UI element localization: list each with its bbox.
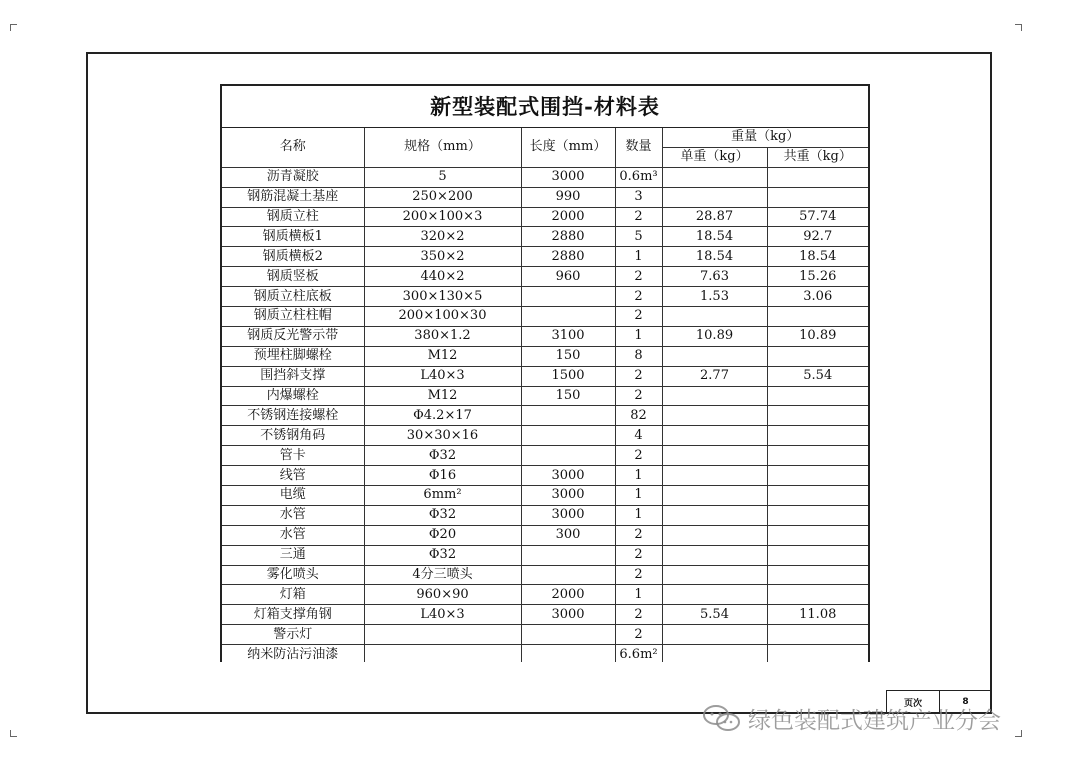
header-total-weight: 共重（kg） bbox=[767, 147, 868, 167]
material-table-sheet bbox=[220, 84, 870, 662]
cell-qty: 2 bbox=[615, 565, 662, 585]
cell-qty: 1 bbox=[615, 585, 662, 605]
table-row bbox=[222, 326, 868, 346]
table-row bbox=[222, 525, 868, 545]
cell-length: 3000 bbox=[521, 505, 615, 525]
cell-total bbox=[767, 625, 868, 645]
header-spec: 规格（mm） bbox=[364, 128, 521, 167]
cell-qty: 2 bbox=[615, 207, 662, 227]
cell-unit: 2.77 bbox=[662, 366, 767, 386]
header-qty: 数量 bbox=[615, 128, 662, 167]
cell-name: 三通 bbox=[222, 545, 364, 565]
cell-length bbox=[521, 545, 615, 565]
cell-qty: 2 bbox=[615, 605, 662, 625]
cell-qty: 2 bbox=[615, 307, 662, 327]
cell-name: 灯箱 bbox=[222, 585, 364, 605]
wechat-icon bbox=[700, 703, 744, 733]
cell-length: 3100 bbox=[521, 326, 615, 346]
cell-length: 300 bbox=[521, 525, 615, 545]
header-weight: 重量（kg） bbox=[662, 128, 868, 147]
page-label: 页次 bbox=[887, 691, 940, 713]
cell-qty: 1 bbox=[615, 486, 662, 506]
cell-unit: 7.63 bbox=[662, 267, 767, 287]
cell-name: 预埋柱脚螺栓 bbox=[222, 346, 364, 366]
cell-unit bbox=[662, 446, 767, 466]
cell-length: 2880 bbox=[521, 247, 615, 267]
cell-total bbox=[767, 386, 868, 406]
cell-total bbox=[767, 426, 868, 446]
cell-qty: 2 bbox=[615, 366, 662, 386]
table-row bbox=[222, 346, 868, 366]
cell-name: 钢质竖板 bbox=[222, 267, 364, 287]
cell-qty: 6.6m² bbox=[615, 645, 662, 662]
table-row bbox=[222, 585, 868, 605]
cell-spec: Φ20 bbox=[364, 525, 521, 545]
cell-total bbox=[767, 346, 868, 366]
cell-qty: 1 bbox=[615, 247, 662, 267]
cell-name: 钢质立柱 bbox=[222, 207, 364, 227]
material-table bbox=[222, 128, 868, 662]
cell-unit bbox=[662, 565, 767, 585]
cell-spec: 250×200 bbox=[364, 187, 521, 207]
table-row bbox=[222, 446, 868, 466]
cell-unit bbox=[662, 486, 767, 506]
cell-qty: 1 bbox=[615, 326, 662, 346]
cell-spec: 300×130×5 bbox=[364, 287, 521, 307]
cell-qty: 5 bbox=[615, 227, 662, 247]
cell-unit bbox=[662, 466, 767, 486]
cell-qty: 2 bbox=[615, 625, 662, 645]
cell-total bbox=[767, 446, 868, 466]
cell-name: 电缆 bbox=[222, 486, 364, 506]
crop-mark-bottom-left bbox=[10, 730, 17, 737]
header-name: 名称 bbox=[222, 128, 364, 167]
cell-unit bbox=[662, 406, 767, 426]
cell-qty: 3 bbox=[615, 187, 662, 207]
table-row bbox=[222, 366, 868, 386]
cell-total bbox=[767, 525, 868, 545]
cell-spec bbox=[364, 625, 521, 645]
cell-spec: 30×30×16 bbox=[364, 426, 521, 446]
cell-spec: L40×3 bbox=[364, 605, 521, 625]
cell-unit: 28.87 bbox=[662, 207, 767, 227]
cell-total: 10.89 bbox=[767, 326, 868, 346]
table-title: 新型装配式围挡-材料表 bbox=[222, 86, 868, 128]
table-row bbox=[222, 565, 868, 585]
table-row bbox=[222, 207, 868, 227]
cell-qty: 82 bbox=[615, 406, 662, 426]
cell-unit: 10.89 bbox=[662, 326, 767, 346]
cell-spec: M12 bbox=[364, 386, 521, 406]
table-row bbox=[222, 167, 868, 187]
cell-spec: 350×2 bbox=[364, 247, 521, 267]
cell-spec: Φ4.2×17 bbox=[364, 406, 521, 426]
cell-length bbox=[521, 645, 615, 662]
cell-unit bbox=[662, 167, 767, 187]
cell-spec bbox=[364, 645, 521, 662]
table-row bbox=[222, 605, 868, 625]
header-unit-weight: 单重（kg） bbox=[662, 147, 767, 167]
cell-length: 1500 bbox=[521, 366, 615, 386]
cell-unit bbox=[662, 645, 767, 662]
cell-total bbox=[767, 585, 868, 605]
cell-unit: 1.53 bbox=[662, 287, 767, 307]
cell-length bbox=[521, 406, 615, 426]
cell-spec: 960×90 bbox=[364, 585, 521, 605]
crop-mark-bottom-right bbox=[1015, 730, 1022, 737]
cell-unit bbox=[662, 545, 767, 565]
cell-total bbox=[767, 406, 868, 426]
table-row bbox=[222, 287, 868, 307]
cell-total: 57.74 bbox=[767, 207, 868, 227]
cell-unit bbox=[662, 585, 767, 605]
table-row bbox=[222, 307, 868, 327]
cell-qty: 2 bbox=[615, 545, 662, 565]
cell-name: 钢质立柱底板 bbox=[222, 287, 364, 307]
cell-name: 水管 bbox=[222, 525, 364, 545]
table-row bbox=[222, 486, 868, 506]
cell-spec: 380×1.2 bbox=[364, 326, 521, 346]
cell-unit: 5.54 bbox=[662, 605, 767, 625]
cell-spec: 320×2 bbox=[364, 227, 521, 247]
cell-qty: 1 bbox=[615, 505, 662, 525]
cell-spec: 440×2 bbox=[364, 267, 521, 287]
cell-spec: 200×100×3 bbox=[364, 207, 521, 227]
cell-unit bbox=[662, 505, 767, 525]
table-row bbox=[222, 645, 868, 662]
cell-name: 钢质横板2 bbox=[222, 247, 364, 267]
cell-name: 围挡斜支撑 bbox=[222, 366, 364, 386]
cell-unit bbox=[662, 307, 767, 327]
cell-length: 2000 bbox=[521, 585, 615, 605]
cell-total bbox=[767, 187, 868, 207]
table-row bbox=[222, 545, 868, 565]
cell-qty: 4 bbox=[615, 426, 662, 446]
watermark bbox=[700, 700, 1001, 736]
cell-name: 不锈钢连接螺栓 bbox=[222, 406, 364, 426]
cell-total bbox=[767, 167, 868, 187]
cell-spec: Φ32 bbox=[364, 446, 521, 466]
table-row bbox=[222, 625, 868, 645]
cell-length: 2000 bbox=[521, 207, 615, 227]
cell-name: 纳米防沾污油漆 bbox=[222, 645, 364, 662]
cell-unit: 18.54 bbox=[662, 227, 767, 247]
cell-length: 960 bbox=[521, 267, 615, 287]
table-row bbox=[222, 466, 868, 486]
table-row bbox=[222, 505, 868, 525]
page-number: 8 bbox=[962, 697, 969, 707]
table-body bbox=[222, 167, 868, 662]
cell-length: 3000 bbox=[521, 167, 615, 187]
cell-length bbox=[521, 426, 615, 446]
cell-length: 3000 bbox=[521, 605, 615, 625]
table-row bbox=[222, 426, 868, 446]
table-row bbox=[222, 406, 868, 426]
cell-unit bbox=[662, 386, 767, 406]
cell-qty: 2 bbox=[615, 386, 662, 406]
cell-total bbox=[767, 565, 868, 585]
cell-length: 3000 bbox=[521, 466, 615, 486]
crop-mark-top-left bbox=[10, 24, 17, 31]
table-row bbox=[222, 227, 868, 247]
cell-qty: 1 bbox=[615, 466, 662, 486]
cell-name: 警示灯 bbox=[222, 625, 364, 645]
cell-total: 92.7 bbox=[767, 227, 868, 247]
cell-length: 150 bbox=[521, 346, 615, 366]
cell-total bbox=[767, 307, 868, 327]
table-row bbox=[222, 247, 868, 267]
cell-spec: 6mm² bbox=[364, 486, 521, 506]
cell-name: 水管 bbox=[222, 505, 364, 525]
cell-name: 线管 bbox=[222, 466, 364, 486]
cell-total: 15.26 bbox=[767, 267, 868, 287]
table-row bbox=[222, 386, 868, 406]
header-length: 长度（mm） bbox=[521, 128, 615, 167]
crop-mark-top-right bbox=[1015, 24, 1022, 31]
cell-spec: 200×100×30 bbox=[364, 307, 521, 327]
cell-unit bbox=[662, 346, 767, 366]
cell-length: 150 bbox=[521, 386, 615, 406]
cell-name: 灯箱支撑角钢 bbox=[222, 605, 364, 625]
cell-total bbox=[767, 505, 868, 525]
cell-total bbox=[767, 466, 868, 486]
cell-name: 沥青凝胶 bbox=[222, 167, 364, 187]
cell-unit bbox=[662, 525, 767, 545]
cell-qty: 2 bbox=[615, 267, 662, 287]
cell-name: 钢质反光警示带 bbox=[222, 326, 364, 346]
cell-unit bbox=[662, 625, 767, 645]
cell-spec: L40×3 bbox=[364, 366, 521, 386]
cell-length bbox=[521, 287, 615, 307]
cell-spec: 5 bbox=[364, 167, 521, 187]
cell-spec: 4分三喷头 bbox=[364, 565, 521, 585]
cell-length: 990 bbox=[521, 187, 615, 207]
cell-qty: 0.6m³ bbox=[615, 167, 662, 187]
cell-name: 不锈钢角码 bbox=[222, 426, 364, 446]
table-row bbox=[222, 187, 868, 207]
cell-total: 18.54 bbox=[767, 247, 868, 267]
cell-total bbox=[767, 645, 868, 662]
cell-name: 管卡 bbox=[222, 446, 364, 466]
cell-name: 钢筋混凝土基座 bbox=[222, 187, 364, 207]
cell-name: 雾化喷头 bbox=[222, 565, 364, 585]
cell-length: 3000 bbox=[521, 486, 615, 506]
cell-total: 5.54 bbox=[767, 366, 868, 386]
cell-length bbox=[521, 625, 615, 645]
cell-spec: M12 bbox=[364, 346, 521, 366]
cell-length: 2880 bbox=[521, 227, 615, 247]
cell-length bbox=[521, 565, 615, 585]
cell-qty: 2 bbox=[615, 525, 662, 545]
cell-qty: 2 bbox=[615, 287, 662, 307]
cell-name: 内爆螺栓 bbox=[222, 386, 364, 406]
cell-name: 钢质横板1 bbox=[222, 227, 364, 247]
watermark-text: 绿色装配式建筑产业分会 bbox=[748, 707, 1001, 734]
cell-name: 钢质立柱柱帽 bbox=[222, 307, 364, 327]
cell-unit: 18.54 bbox=[662, 247, 767, 267]
cell-total: 11.08 bbox=[767, 605, 868, 625]
cell-unit bbox=[662, 187, 767, 207]
cell-qty: 2 bbox=[615, 446, 662, 466]
table-row bbox=[222, 267, 868, 287]
cell-total bbox=[767, 486, 868, 506]
cell-spec: Φ32 bbox=[364, 545, 521, 565]
cell-spec: Φ32 bbox=[364, 505, 521, 525]
cell-total: 3.06 bbox=[767, 287, 868, 307]
cell-length bbox=[521, 307, 615, 327]
cell-qty: 8 bbox=[615, 346, 662, 366]
cell-length bbox=[521, 446, 615, 466]
cell-spec: Φ16 bbox=[364, 466, 521, 486]
cell-unit bbox=[662, 426, 767, 446]
cell-total bbox=[767, 545, 868, 565]
